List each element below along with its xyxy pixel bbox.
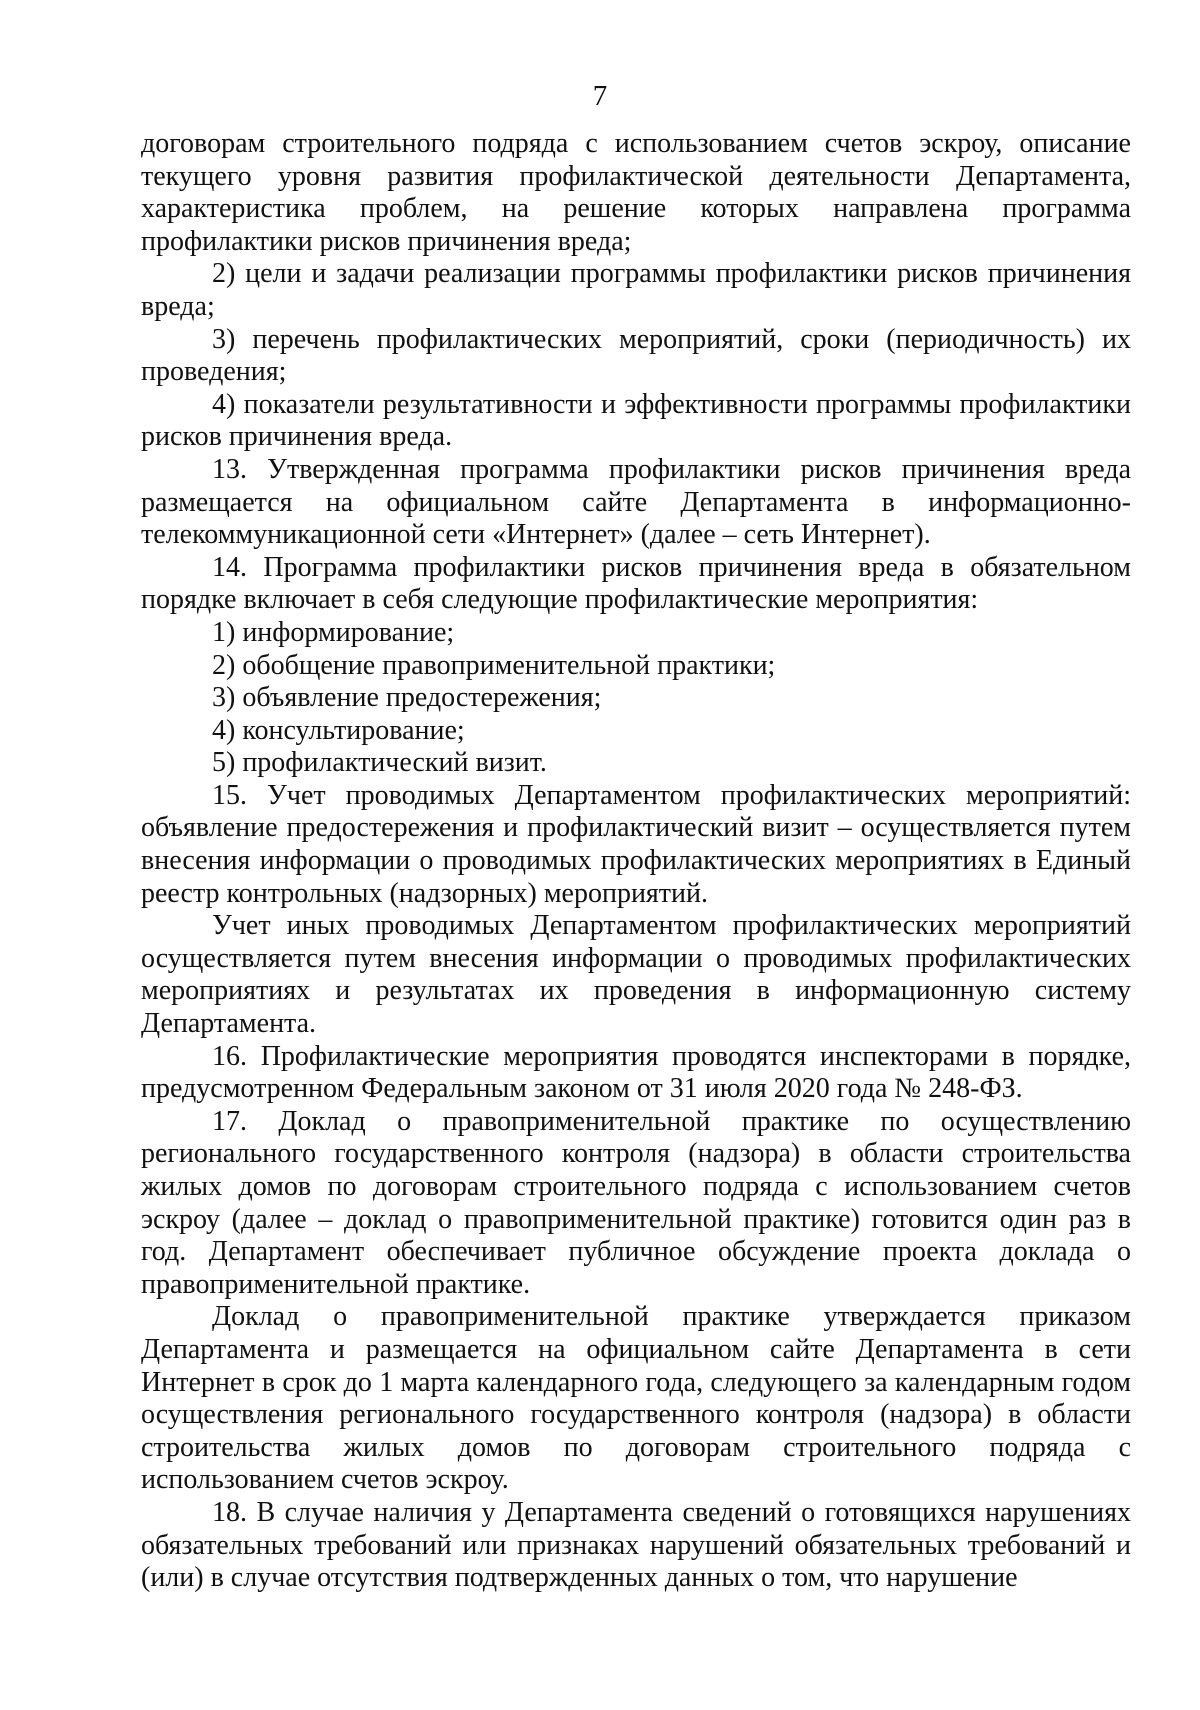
list-item-consulting: 4) консультирование; — [212, 714, 465, 746]
list-item-activities: 3) перечень профилактических мероприятий, сроки (периодичность) их проведения; — [141, 323, 1131, 388]
paragraph: договорам строительного подряда с использованием счетов эскроу, описание текущего уровня развития профилактической деятельности Департамента, характеристика проблем, на решение которых направлена программа профилактики рисков причинения вреда; — [141, 128, 1131, 257]
paragraph: Учет иных проводимых Департаментом профилактических мероприятий осуществляется путем внесения информации о проводимых профилактических мероприятиях и результатах их проведения в информационную систему Департамента. — [141, 910, 1131, 1040]
list-item-informing: 1) информирование; — [212, 616, 455, 648]
clause-18: 18. В случае наличия у Департамента сведений о готовящихся нарушениях обязательных требований или признаках нарушений обязательных требований и (или) в случае отсутствия подтвержденных данных о том, что нарушение — [141, 1496, 1131, 1594]
document-body — [141, 128, 1131, 1595]
page-number: 7 — [592, 80, 608, 112]
clause-14: 14. Программа профилактики рисков причинения вреда в обязательном порядке включает в себя следующие профилактические мероприятия: — [141, 551, 1131, 616]
list-item-generalization: 2) обобщение правоприменительной практики; — [212, 649, 776, 681]
clause-15: 15. Учет проводимых Департаментом профилактических мероприятий: объявление предостережения и профилактический визит – осуществляется путем внесения информации о проводимых профилактических мероприятиях в Единый реестр контрольных (надзорных) мероприятий. — [141, 779, 1131, 909]
list-item-goals: 2) цели и задачи реализации программы профилактики рисков причинения вреда; — [141, 258, 1131, 322]
list-item-visit: 5) профилактический визит. — [212, 747, 547, 779]
clause-16: 16. Профилактические мероприятия проводятся инспекторами в порядке, предусмотренном Федеральным законом от 31 июля 2020 года № 248-ФЗ. — [141, 1040, 1131, 1105]
paragraph: Доклад о правоприменительной практике утверждается приказом Департамента и размещается на официальном сайте Департамента в сети Интернет в срок до 1 марта календарного года, следующего за календарным годом осуществления регионального государственного контроля (надзора) в области строительства жилых домов по договорам строительного подряда с использованием счетов эскроу. — [141, 1301, 1131, 1496]
clause-17: 17. Доклад о правоприменительной практике по осуществлению регионального государственного контроля (надзора) в области строительства жилых домов по договорам строительного подряда с использованием счетов эскроу (далее – доклад о правоприменительной практике) готовится один раз в год. Департамент обеспечивает публичное обсуждение проекта доклада о правоприменительной практике. — [141, 1105, 1131, 1300]
list-item-indicators: 4) показатели результативности и эффективности программы профилактики рисков причинения вреда. — [141, 388, 1131, 453]
clause-13: 13. Утвержденная программа профилактики рисков причинения вреда размещается на официальном сайте Департамента в информационно-телекоммуникационной сети «Интернет» (далее – сеть Интернет). — [141, 453, 1131, 551]
list-item-warning: 3) объявление предостережения; — [212, 682, 602, 714]
